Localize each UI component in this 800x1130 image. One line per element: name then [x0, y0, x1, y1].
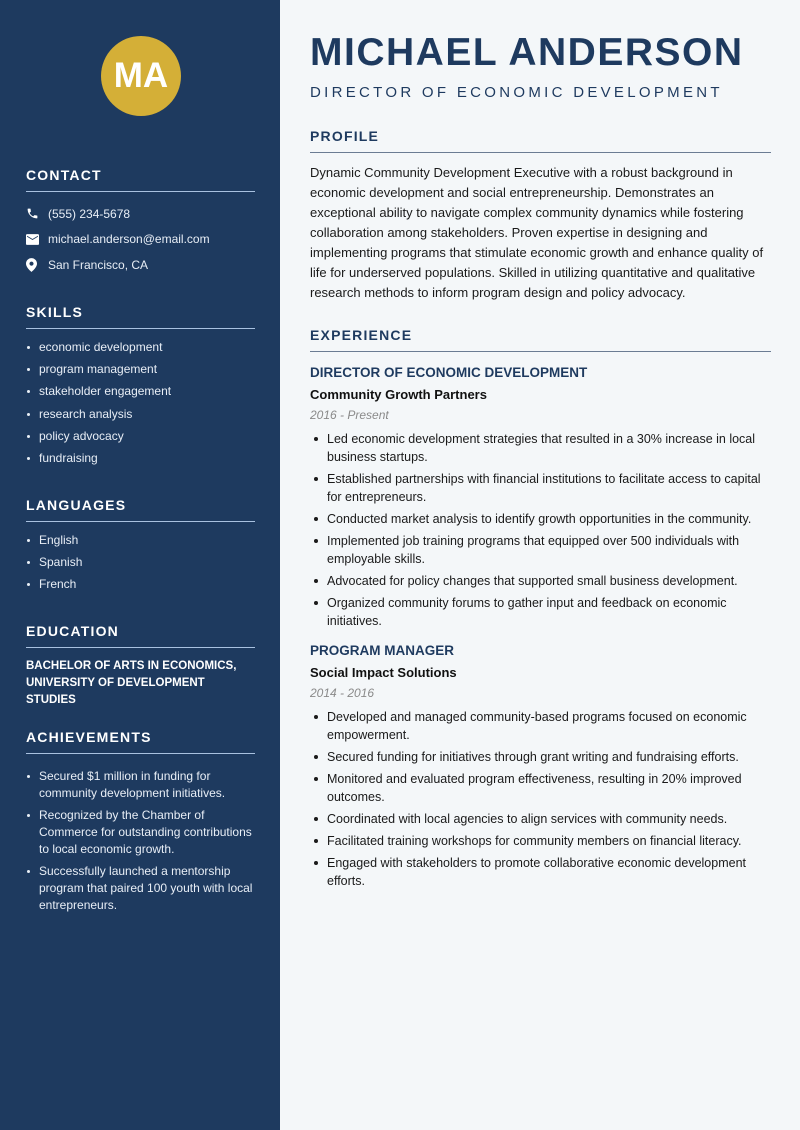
sidebar: [0, 0, 280, 1130]
job-bullet: Led economic development strategies that resulted in a 30% increase in local business startups.: [310, 430, 771, 466]
skill-item: research analysis: [26, 406, 255, 423]
languages-list: [26, 532, 255, 593]
skill-item: stakeholder engagement: [26, 383, 255, 400]
phone-icon: [26, 207, 48, 220]
language-item: French: [26, 576, 255, 593]
skill-item: policy advocacy: [26, 428, 255, 445]
job-bullet: Established partnerships with financial institutions to facilitate access to capital for entrepreneurs.: [310, 470, 771, 506]
job-bullet: Facilitated training workshops for community members on financial literacy.: [310, 832, 771, 850]
job-company: Community Growth Partners: [310, 387, 487, 402]
job-bullet: Coordinated with local agencies to align services with community needs.: [310, 810, 771, 828]
contact-list: [26, 201, 255, 278]
contact-phone: [26, 201, 255, 227]
email-icon: [26, 234, 48, 245]
experience-section: [310, 327, 771, 894]
job-company: Social Impact Solutions: [310, 665, 457, 680]
job-bullet: Monitored and evaluated program effectiveness, resulting in 20% improved outcomes.: [310, 770, 771, 806]
skill-item: economic development: [26, 339, 255, 356]
achievements-heading: ACHIEVEMENTS: [26, 729, 255, 754]
education-degree: BACHELOR OF ARTS IN ECONOMICS, UNIVERSITY OF DEVELOPMENT STUDIES: [26, 660, 237, 706]
education-section: [26, 623, 255, 709]
job-bullet: Engaged with stakeholders to promote collaborative economic development efforts.: [310, 854, 771, 890]
education-heading: EDUCATION: [26, 623, 255, 648]
profile-heading: PROFILE: [310, 128, 771, 153]
job-entry: [310, 364, 771, 630]
contact-heading: CONTACT: [26, 167, 255, 192]
job-title: PROGRAM MANAGER: [310, 643, 454, 658]
contact-email: [26, 227, 255, 253]
skills-list: [26, 339, 255, 467]
achievement-item: Recognized by the Chamber of Commerce for outstanding contributions to local economic growth.: [26, 807, 255, 858]
language-item: English: [26, 532, 255, 549]
job-bullet: Organized community forums to gather input and feedback on economic initiatives.: [310, 594, 771, 630]
job-dates: 2014 - 2016: [310, 686, 375, 700]
job-bullet: Conducted market analysis to identify growth opportunities in the community.: [310, 510, 771, 528]
contact-section: [26, 167, 255, 278]
language-item: Spanish: [26, 554, 255, 571]
location-pin-icon: [26, 258, 48, 272]
languages-section: [26, 497, 255, 599]
job-entry: [310, 642, 771, 890]
candidate-title: DIRECTOR OF ECONOMIC DEVELOPMENT: [310, 84, 723, 101]
languages-heading: LANGUAGES: [26, 497, 255, 522]
avatar: MA: [101, 36, 181, 116]
achievement-item: Successfully launched a mentorship program that paired 100 youth with local entrepreneurs.: [26, 863, 255, 914]
job-bullets: [310, 708, 771, 890]
job-bullets: [310, 430, 771, 630]
candidate-name: MICHAEL ANDERSON: [310, 31, 744, 74]
job-bullet: Secured funding for initiatives through grant writing and fundraising efforts.: [310, 748, 771, 766]
experience-heading: EXPERIENCE: [310, 327, 771, 352]
achievements-list: [26, 768, 255, 914]
phone-text: (555) 234-5678: [48, 206, 131, 221]
skills-heading: SKILLS: [26, 304, 255, 329]
profile-section: [310, 128, 771, 303]
job-bullet: Developed and managed community-based programs focused on economic empowerment.: [310, 708, 771, 744]
skill-item: fundraising: [26, 450, 255, 467]
achievement-item: Secured $1 million in funding for community development initiatives.: [26, 768, 255, 802]
job-dates: 2016 - Present: [310, 408, 389, 422]
job-bullet: Implemented job training programs that equipped over 500 individuals with employable skills.: [310, 532, 771, 568]
achievements-section: [26, 729, 255, 920]
skill-item: program management: [26, 361, 255, 378]
job-title: DIRECTOR OF ECONOMIC DEVELOPMENT: [310, 365, 588, 380]
profile-summary: Dynamic Community Development Executive with a robust background in economic development and social entrepreneurship. Demonstrates an exceptional ability to navigate complex community dynamics while fostering collaboration among stakeholders. Proven expertise in designing and implementing programs that stimulate economic growth and enhance quality of life for underserved populations. Skilled in utilizing quantitative and qualitative research methods to inform program design and policy advocacy.: [310, 165, 764, 300]
job-bullet: Advocated for policy changes that supported small business development.: [310, 572, 771, 590]
contact-location: [26, 252, 255, 278]
location-text: San Francisco, CA: [48, 257, 149, 272]
skills-section: [26, 304, 255, 472]
email-text: michael.anderson@email.com: [48, 232, 210, 247]
